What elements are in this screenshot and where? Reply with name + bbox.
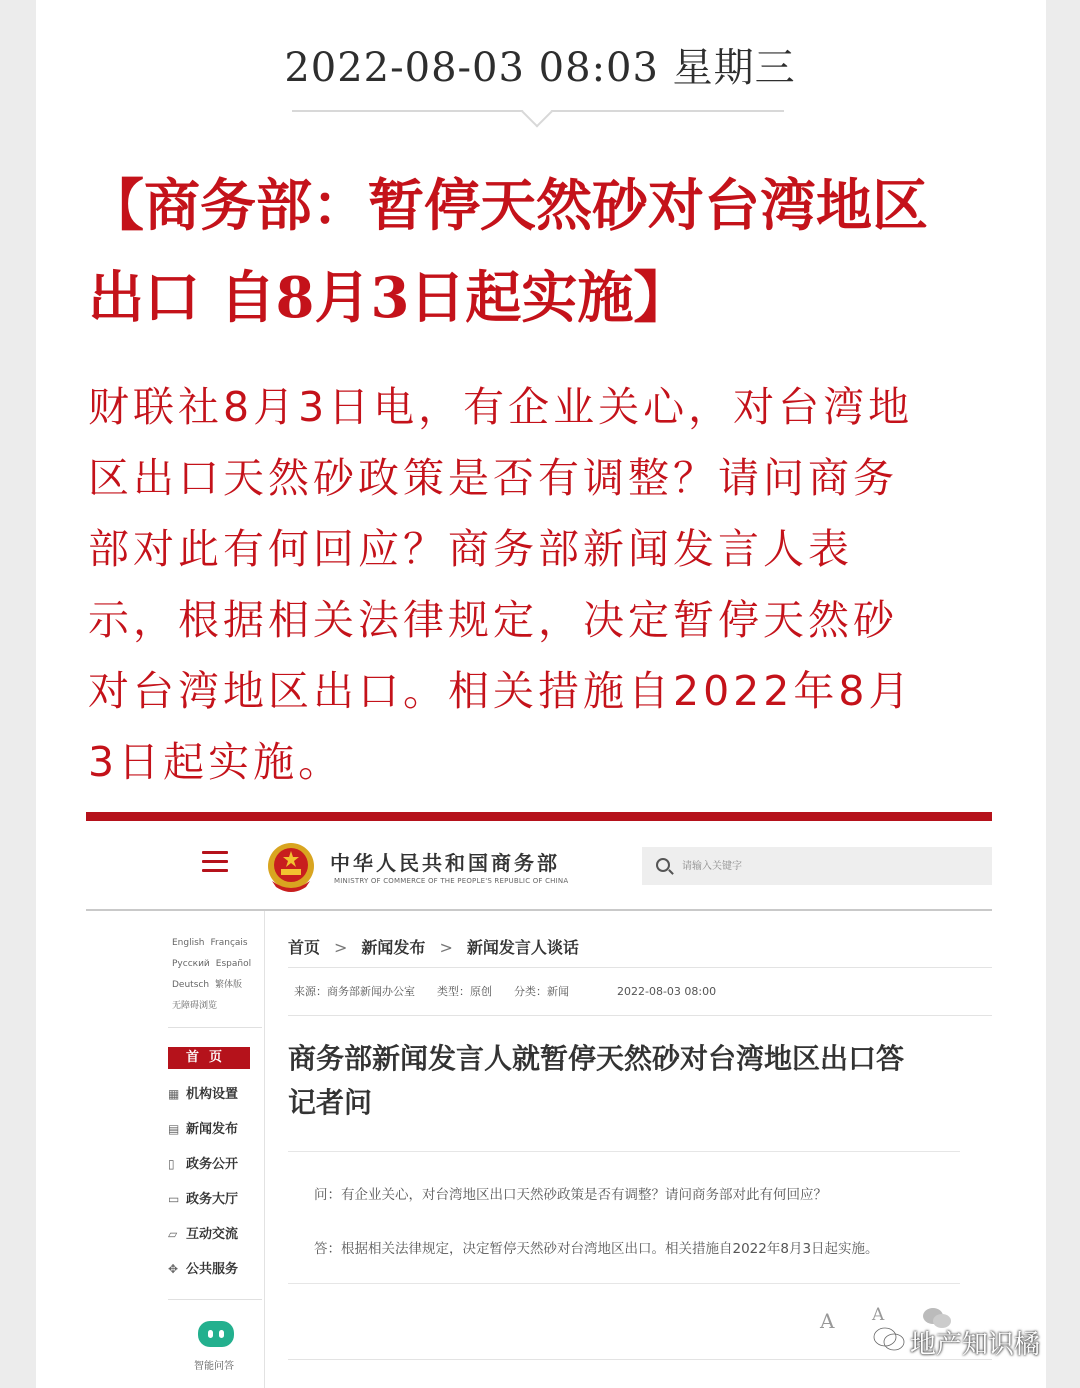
monitor-icon: ▭ (168, 1192, 180, 1206)
sidebar-item-label: 新闻发布 (186, 1122, 239, 1137)
wechat-logo-icon (872, 1326, 906, 1352)
font-size-large-button[interactable]: A (820, 1309, 835, 1333)
sidebar-divider (168, 1027, 262, 1028)
grid-icon: ▦ (168, 1087, 180, 1101)
sidebar (86, 911, 265, 1388)
embedded-screenshot (86, 821, 992, 1388)
chevron-right-icon: > (334, 938, 348, 957)
chevron-right-icon: > (439, 938, 453, 957)
site-title: 中华人民共和国商务部 (330, 851, 560, 875)
article-body-divider (288, 1283, 960, 1284)
lead-line: 区出口天然砂政策是否有调整？请问商务 (88, 454, 898, 502)
lang-english[interactable]: English (172, 938, 205, 948)
screenshot-top-bar (86, 812, 992, 821)
post-headline (88, 160, 998, 344)
article-type: 类型：原创 (437, 985, 492, 998)
lang-russian[interactable]: Русский (172, 959, 210, 969)
lang-french[interactable]: Français (210, 938, 248, 948)
article-meta (294, 983, 738, 999)
accessibility-link[interactable]: 无障碍浏览 (172, 1001, 218, 1011)
chatbot-label[interactable]: 智能问答 (194, 1361, 234, 1372)
search-input[interactable] (682, 847, 982, 885)
article-title-line-2: 记者问 (288, 1086, 373, 1119)
lang-traditional-chinese[interactable]: 繁体版 (215, 980, 243, 990)
national-emblem-icon (266, 841, 316, 893)
lead-line: 部对此有何回应？商务部新闻发言人表 (88, 525, 853, 573)
meta-divider (288, 1015, 992, 1016)
lead-line: 示，根据相关法律规定，决定暂停天然砂 (88, 596, 898, 644)
news-icon: ▤ (168, 1122, 180, 1136)
headline-line-1: 【商务部：暂停天然砂对台湾地区 (88, 173, 928, 239)
menu-icon[interactable] (202, 851, 228, 878)
chat-icon: ▱ (168, 1227, 178, 1241)
article-category: 分类：新闻 (514, 985, 569, 998)
sidebar-item-label: 机构设置 (186, 1087, 239, 1102)
sidebar-item-label: 政务公开 (186, 1157, 239, 1172)
lead-line: 财联社8月3日电，有企业关心，对台湾地 (88, 383, 914, 431)
sidebar-item-label: 互动交流 (186, 1227, 239, 1242)
document-icon: ▯ (168, 1157, 175, 1171)
watermark-text: 地产知识橘 (910, 1330, 1041, 1360)
post-datetime: 2022-08-03 08:03 星期三 (284, 45, 796, 91)
article-title-line-1: 商务部新闻发言人就暂停天然砂对台湾地区出口答 (288, 1042, 905, 1075)
lang-spanish[interactable]: Español (215, 959, 252, 969)
service-icon: ✥ (168, 1262, 179, 1276)
sidebar-item-service-hall[interactable] (168, 1188, 264, 1210)
sidebar-item-home[interactable]: 首页 (168, 1047, 250, 1069)
post-lead-paragraph (88, 372, 988, 798)
breadcrumb-home[interactable]: 首页 (288, 938, 321, 957)
sidebar-item-open-government[interactable] (168, 1153, 264, 1175)
article-title (288, 1037, 968, 1125)
lead-line: 对台湾地区出口。相关措施自2022年8月 (88, 667, 914, 715)
sidebar-item-interaction[interactable] (168, 1223, 264, 1245)
search-icon[interactable] (656, 858, 670, 872)
article-body-divider (288, 1151, 960, 1152)
article-date: 2022-08-03 08:00 (617, 985, 717, 998)
sidebar-item-public-service[interactable] (168, 1258, 264, 1280)
sidebar-item-label: 政务大厅 (186, 1192, 239, 1207)
sidebar-divider (168, 1299, 262, 1300)
sidebar-item-news[interactable] (168, 1118, 264, 1140)
search-box (642, 847, 992, 885)
footer-divider (288, 1359, 992, 1360)
site-subtitle: MINISTRY OF COMMERCE OF THE PEOPLE'S REPUBLIC OF CHINA (334, 877, 569, 885)
font-size-small-button[interactable]: A (872, 1305, 885, 1325)
article-source: 来源：商务部新闻办公室 (294, 985, 415, 998)
breadcrumb-news[interactable]: 新闻发布 (361, 938, 426, 957)
language-links (172, 933, 262, 1017)
article-answer: 答：根据相关法律规定，决定暂停天然砂对台湾地区出口。相关措施自2022年8月3日起实施。 (314, 1241, 879, 1257)
breadcrumb-divider (288, 967, 992, 968)
sidebar-item-organization[interactable] (168, 1083, 264, 1105)
article-question: 问：有企业关心，对台湾地区出口天然砂政策是否有调整？请问商务部对此有何回应？ (314, 1187, 827, 1203)
lead-line: 3日起实施。 (88, 738, 344, 786)
sidebar-item-label: 公共服务 (186, 1262, 239, 1277)
breadcrumb (288, 935, 579, 958)
chatbot-icon[interactable] (198, 1321, 234, 1347)
lang-german[interactable]: Deutsch (172, 980, 210, 990)
headline-line-2: 出口 自8月3日起实施】 (88, 265, 690, 331)
breadcrumb-spokesperson[interactable]: 新闻发言人谈话 (466, 938, 579, 957)
